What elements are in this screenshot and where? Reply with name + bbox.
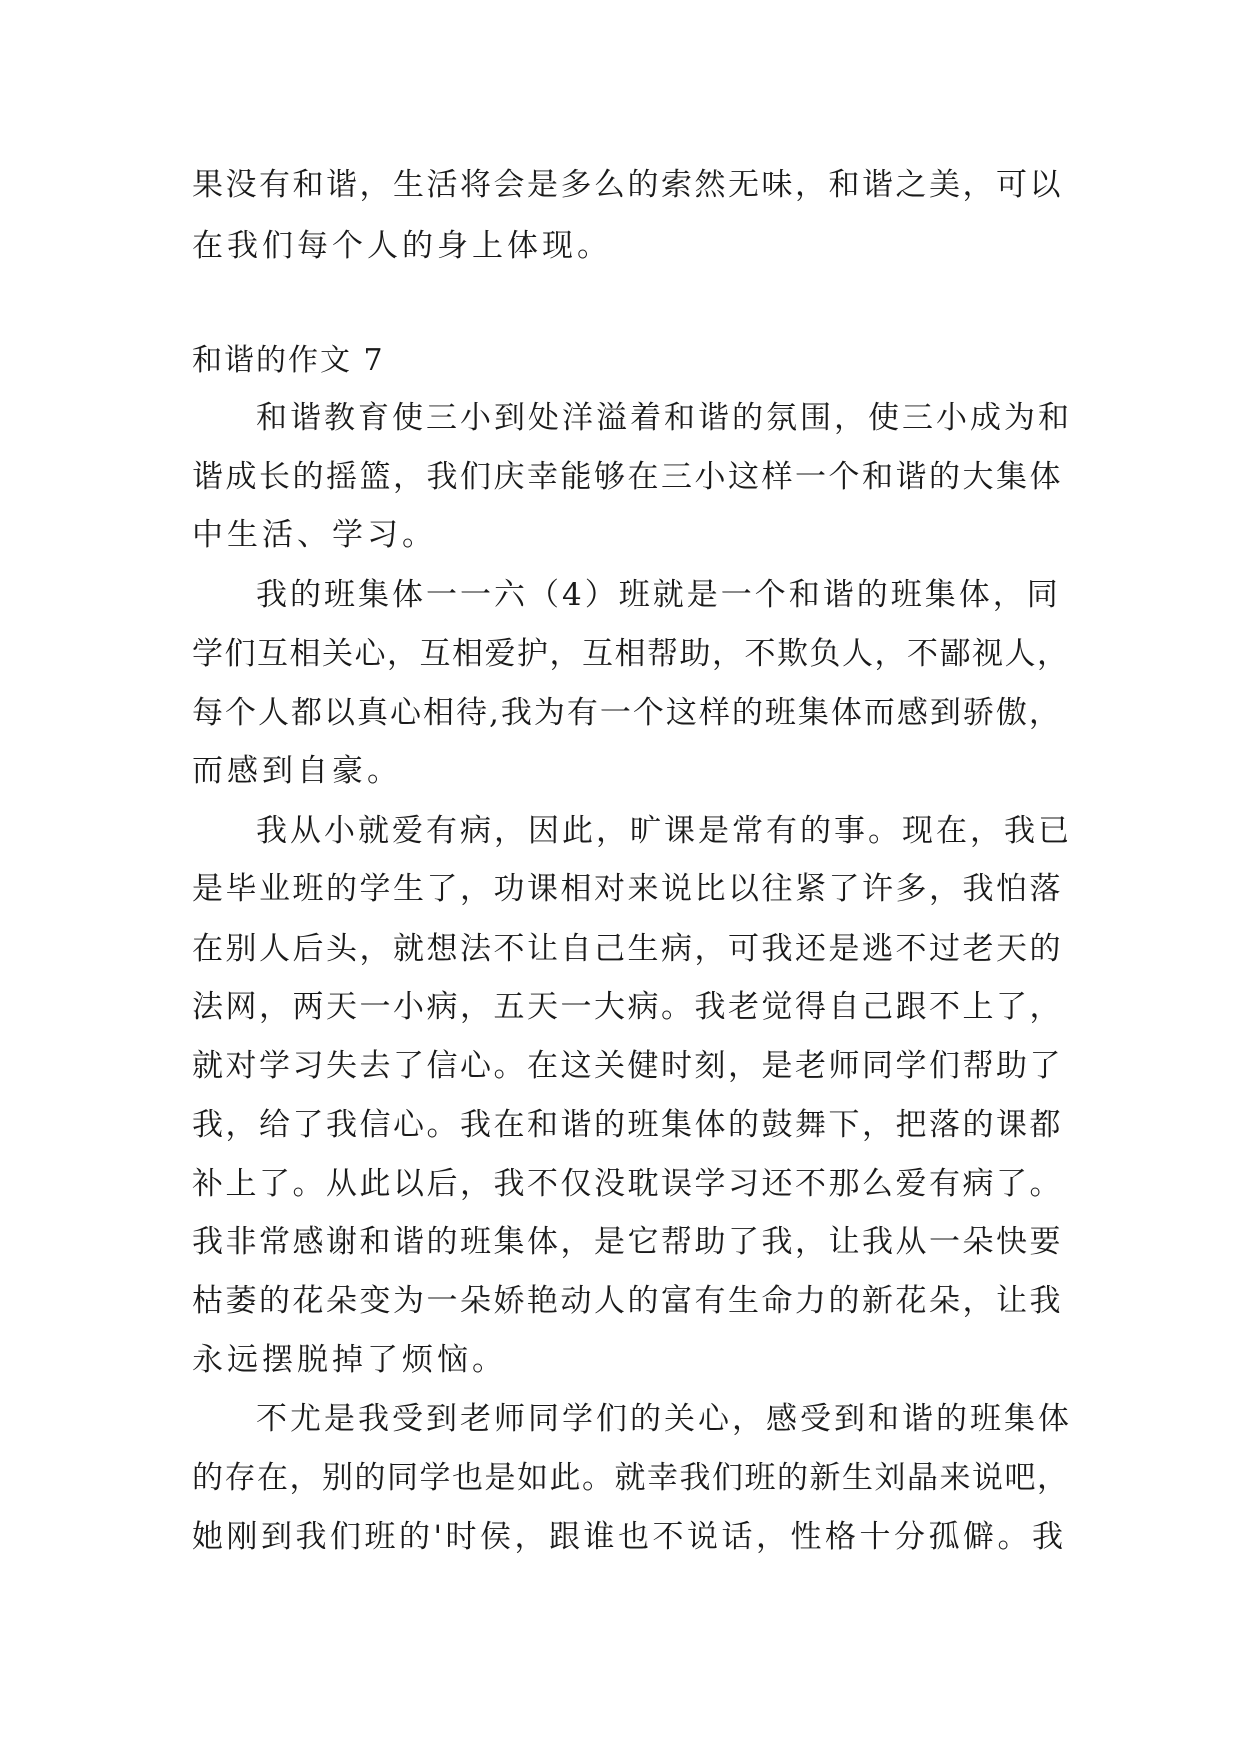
text-line: 每个人都以真心相待,我为有一个这样的班集体而感到骄傲， — [192, 695, 1062, 731]
text-line: 就对学习失去了信心。在这关健时刻，是老师同学们帮助了 — [192, 1048, 1063, 1084]
text-line: 而感到自豪。 — [192, 753, 402, 789]
text-line: 我，给了我信心。我在和谐的班集体的鼓舞下，把落的课都 — [192, 1107, 1063, 1143]
text-line: 和谐教育使三小到处洋溢着和谐的氛围，使三小成为和 — [256, 400, 1072, 436]
text-line: 我的班集体一一六（4）班就是一个和谐的班集体，同 — [256, 577, 1061, 613]
text-line: 补上了。从此以后，我不仅没耽误学习还不那么爱有病了。 — [192, 1166, 1063, 1202]
text-line: 枯萎的花朵变为一朵娇艳动人的富有生命力的新花朵，让我 — [192, 1283, 1063, 1319]
text-line: 谐成长的摇篮，我们庆幸能够在三小这样一个和谐的大集体 — [192, 459, 1063, 495]
text-line: 永远摆脱掉了烦恼。 — [192, 1342, 507, 1378]
section-heading: 和谐的作文 7 — [192, 343, 385, 378]
text-line: 中生活、学习。 — [192, 517, 437, 553]
text-line: 我从小就爱有病，因此，旷课是常有的事。现在，我已 — [256, 813, 1072, 849]
text-line: 学们互相关心，互相爱护，互相帮助，不欺负人，不鄙视人， — [192, 636, 1070, 672]
text-line: 法网，两天一小病，五天一大病。我老觉得自己跟不上了， — [192, 989, 1063, 1025]
text-line: 在我们每个人的身上体现。 — [192, 228, 612, 264]
text-line: 不尤是我受到老师同学们的关心，感受到和谐的班集体 — [256, 1401, 1072, 1437]
text-line: 我非常感谢和谐的班集体，是它帮助了我，让我从一朵快要 — [192, 1224, 1063, 1260]
text-line: 在别人后头，就想法不让自己生病，可我还是逃不过老天的 — [192, 931, 1063, 967]
text-line: 果没有和谐，生活将会是多么的索然无味，和谐之美，可以 — [192, 167, 1063, 203]
text-line: 她刚到我们班的'时侯，跟谁也不说话，性格十分孤僻。我 — [192, 1519, 1067, 1555]
text-line: 的存在，别的同学也是如此。就幸我们班的新生刘晶来说吧， — [192, 1460, 1070, 1496]
text-line: 是毕业班的学生了，功课相对来说比以往紧了许多，我怕落 — [192, 871, 1063, 907]
